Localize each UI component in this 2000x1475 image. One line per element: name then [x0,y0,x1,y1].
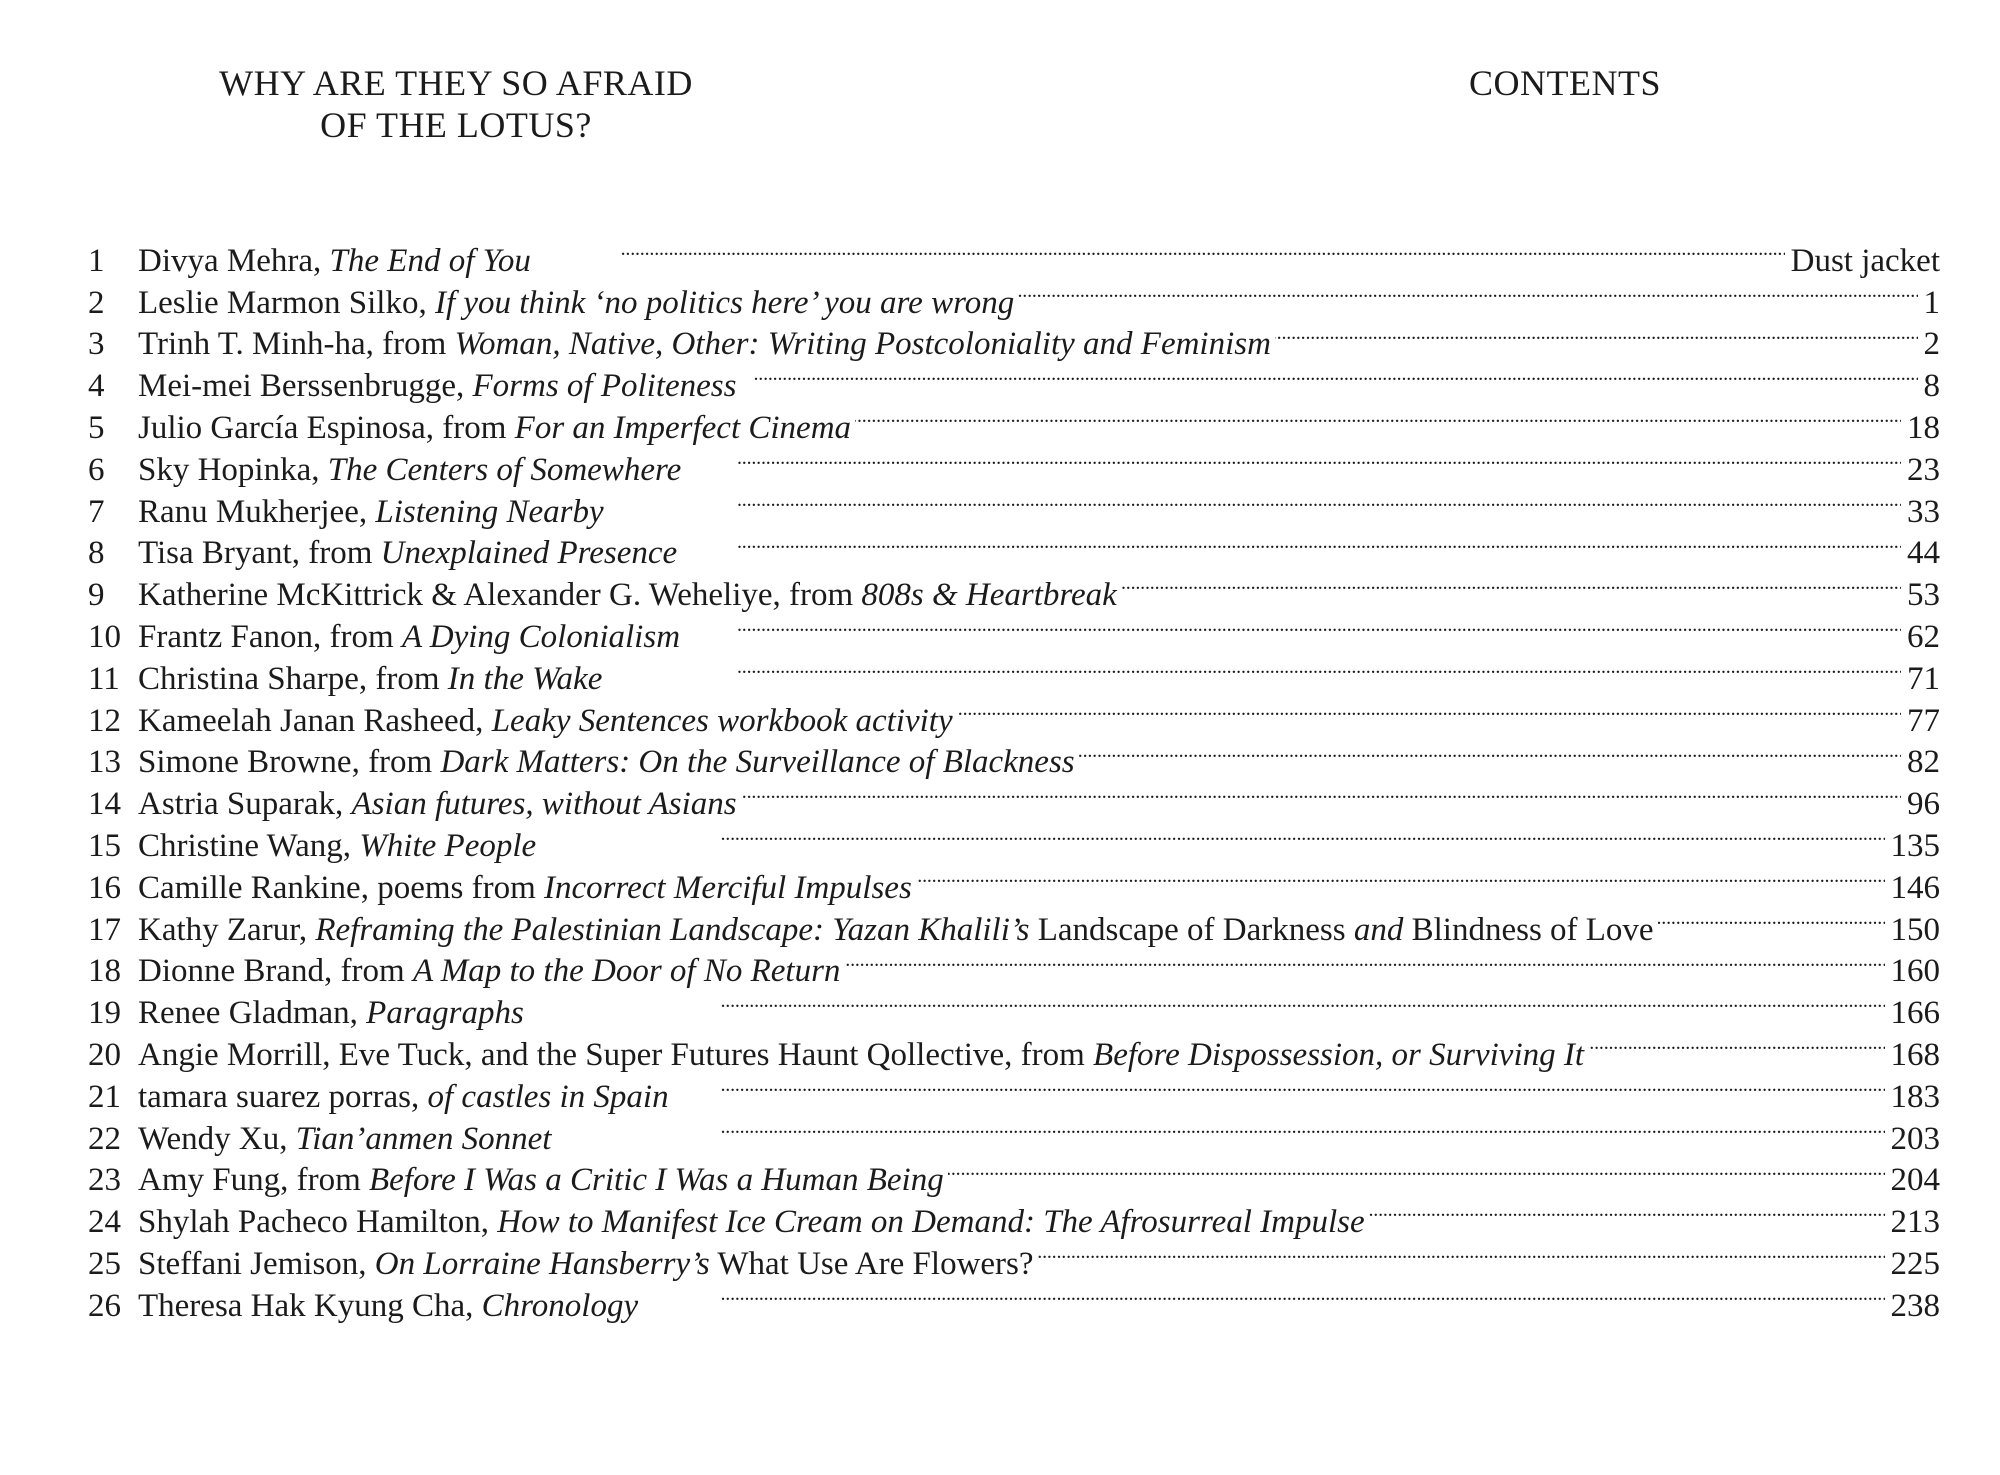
toc-entry-page: 150 [1890,911,1940,948]
toc-entry-number: 10 [88,618,121,655]
book-title-line-2: OF THE LOTUS? [320,105,592,145]
toc-entry-author: Simone Browne, from [138,744,441,781]
toc-entry-page: Dust jacket [1790,242,1940,279]
toc-entry-page: 82 [1907,744,1940,781]
toc-entry-author: Wendy Xu, [138,1120,296,1157]
toc-entry-page: 1 [1923,284,1940,321]
toc-entry-number: 4 [88,368,105,405]
toc-entry-page: 225 [1890,1245,1940,1282]
toc-entry-author: Camille Rankine, poems from [138,869,545,906]
toc-entry-author: Kathy Zarur, [138,911,316,948]
dot-leader [535,229,1785,271]
dot-leader [948,1149,1885,1191]
toc-entry-work: Asian futures, without Asians [351,786,737,823]
toc-entry-author: Sky Hopinka, [138,451,328,488]
toc-entry-page: 44 [1907,535,1940,572]
toc-entry-work: The Centers of Somewhere [327,451,682,488]
dot-leader [1275,313,1918,355]
toc-entry-work-roman: Blindness of Love [1403,911,1654,948]
book-title [176,62,736,146]
toc-entry-page: 23 [1907,451,1940,488]
toc-entry-author: Angie Morrill, Eve Tuck, and the Super Futures Haunt Qollective, from [138,1036,1094,1073]
toc-entry-work: Woman, Native, Other: Writing Postcoloniality and Feminism [454,326,1271,363]
toc-entry-author: Renee Gladman, [138,995,367,1032]
toc-entry-author: Leslie Marmon Silko, [138,284,435,321]
toc-entry-number: 6 [88,451,105,488]
toc-entry-page: 203 [1890,1120,1940,1157]
toc-entry-work: Dark Matters: On the Surveillance of Blackness [440,744,1075,781]
toc-entry-author: tamara suarez porras, [138,1078,428,1115]
toc-entry-author: Amy Fung, from [138,1162,369,1199]
toc-entry-work: How to Manifest Ice Cream on Demand: The Afrosurreal Impulse [497,1204,1365,1241]
toc-entry-page: 96 [1907,786,1940,823]
dot-leader [844,940,1884,982]
toc-entry-author: Trinh T. Minh-ha, from [138,326,455,363]
toc-entry-number: 11 [88,660,120,697]
toc-entry-work: A Dying Colonialism [401,618,681,655]
toc-entry-page: 204 [1890,1162,1940,1199]
toc-entry-title [138,701,957,743]
dot-leader [741,772,1901,814]
toc-entry-number: 3 [88,326,105,363]
toc-entry-number: 9 [88,577,105,614]
dot-leader [1018,271,1917,313]
toc-entry-title [138,366,740,408]
toc-entry-work-italic: and [1353,911,1404,948]
toc-entry-work: For an Imperfect Cinema [514,409,852,446]
toc-entry-work: Paragraphs [366,995,524,1032]
toc-entry-title [138,617,684,659]
dot-leader [1038,1232,1885,1274]
toc-entry-page: 168 [1890,1036,1940,1073]
dot-leader [1369,1190,1885,1232]
dot-leader [540,814,1884,856]
toc-entry-page: 71 [1907,660,1940,697]
toc-entry-work-roman: Landscape of Darkness [1029,911,1354,948]
toc-entry-work-roman: What Use Are Flowers? [709,1245,1034,1282]
toc-entry-title [138,1119,555,1161]
toc-entry-number: 20 [88,1036,121,1073]
dot-leader [681,522,1901,564]
toc-entry-number: 25 [88,1245,121,1282]
toc-entry-title [138,659,606,701]
toc-entry-title [138,533,681,575]
dot-leader [957,689,1901,731]
toc-entry-author: Katherine McKittrick & Alexander G. Weheliye, from [138,577,862,614]
toc-entry-work: Before Dispossession, or Surviving It [1093,1036,1585,1073]
dot-leader [1588,1023,1884,1065]
dot-leader [685,438,1901,480]
dot-leader [528,981,1885,1023]
toc-entry-work: Incorrect Merciful Impulses [544,869,912,906]
toc-entry-number: 16 [88,869,121,906]
toc-entry-title [138,283,1018,325]
toc-entry-work: Tian’anmen Sonnet [295,1120,552,1157]
dot-leader [608,480,1901,522]
toc-entry-work: Reframing the Palestinian Landscape: Yazan Khalili’s [315,911,1030,948]
toc-entry-page: 213 [1890,1204,1940,1241]
toc-entry-page: 18 [1907,409,1940,446]
toc-entry-work: of castles in Spain [427,1078,669,1115]
toc-entry-number: 13 [88,744,121,781]
dot-leader [740,354,1917,396]
dot-leader [916,856,1885,898]
toc-entry-title [138,492,608,534]
toc-entry-work: In the Wake [447,660,603,697]
toc-entry-author: Kameelah Janan Rasheed, [138,702,492,739]
toc-entry-author: Christine Wang, [138,827,360,864]
toc-entry-number: 21 [88,1078,121,1115]
dot-leader [642,1274,1884,1316]
toc-entry-work: Forms of Politeness [472,368,737,405]
toc-entry-title [138,1160,948,1202]
toc-entry-author: Julio García Espinosa, from [138,409,515,446]
toc-entry-page: 238 [1890,1287,1940,1324]
toc-entry-work: Listening Nearby [375,493,604,530]
toc-entry-work: 808s & Heartbreak [861,577,1117,614]
toc-entry-number: 1 [88,242,105,279]
book-title-line-1: WHY ARE THEY SO AFRAID [219,63,693,103]
toc-entry-number: 7 [88,493,105,530]
toc-entry-page: 8 [1923,368,1940,405]
toc-entry-work: Unexplained Presence [380,535,678,572]
toc-entry-number: 5 [88,409,105,446]
toc-entry-page: 62 [1907,618,1940,655]
toc-entry-number: 19 [88,995,121,1032]
toc-entry-author: Dionne Brand, from [138,953,413,990]
toc-entry-page: 183 [1890,1078,1940,1115]
toc-entry-author: Mei-mei Berssenbrugge, [138,368,473,405]
toc-entry-number: 15 [88,827,121,864]
toc-entry-number: 18 [88,953,121,990]
toc-entry-author: Christina Sharpe, from [138,660,448,697]
toc-entry-number: 12 [88,702,121,739]
toc-entry-author: Ranu Mukherjee, [138,493,376,530]
toc-entry-title [138,450,685,492]
toc-entry-title [138,826,540,868]
toc-entry [88,229,1940,279]
dot-leader [555,1107,1884,1149]
toc-entry-number: 23 [88,1162,121,1199]
toc-entry-page: 146 [1890,869,1940,906]
toc-entry-title [138,993,528,1035]
toc-entry-number: 26 [88,1287,121,1324]
toc-entry-author: Tisa Bryant, from [138,535,381,572]
toc-entry-title [138,1286,642,1328]
toc-entry-number: 8 [88,535,105,572]
dot-leader [606,647,1901,689]
toc-entry-number: 14 [88,786,121,823]
dot-leader [1121,563,1901,605]
toc-entry-page: 160 [1890,953,1940,990]
toc-entry-work: On Lorraine Hansberry’s [374,1245,710,1282]
toc-entry-work: White People [359,827,537,864]
dot-leader [684,605,1901,647]
toc-entry-author: Shylah Pacheco Hamilton, [138,1204,498,1241]
toc-entry-page: 135 [1890,827,1940,864]
toc-entry-work: Leaky Sentences workbook activity [491,702,953,739]
toc-entry-work: If you think ‘no politics here’ you are wrong [434,284,1015,321]
toc-entry-author: Frantz Fanon, from [138,618,402,655]
toc-entry-page: 77 [1907,702,1940,739]
toc-entry-page: 2 [1923,326,1940,363]
toc-entry-page: 53 [1907,577,1940,614]
toc-entry-number: 24 [88,1204,121,1241]
dot-leader [673,1065,1885,1107]
contents-heading: CONTENTS [1469,63,1661,103]
toc-entry-number: 22 [88,1120,121,1157]
toc-entry-page: 166 [1890,995,1940,1032]
toc-entry-work: The End of You [329,242,531,279]
dot-leader [1079,731,1901,773]
toc-entry-page: 33 [1907,493,1940,530]
toc-entry-title [138,868,916,910]
toc-entry-author: Divya Mehra, [138,242,330,279]
toc-entry-work: A Map to the Door of No Return [412,953,841,990]
toc-entry-work: Chronology [481,1287,639,1324]
dot-leader [855,396,1901,438]
toc-entry-work: Before I Was a Critic I Was a Human Being [369,1162,944,1199]
dot-leader [1658,898,1885,940]
toc-entry-author: Steffani Jemison, [138,1245,375,1282]
toc-entry-title [138,241,535,283]
toc-entry-author: Theresa Hak Kyung Cha, [138,1287,482,1324]
toc-entry-author: Astria Suparak, [138,786,352,823]
toc-entry-number: 2 [88,284,105,321]
toc-entry-number: 17 [88,911,121,948]
table-of-contents [88,229,1940,1324]
